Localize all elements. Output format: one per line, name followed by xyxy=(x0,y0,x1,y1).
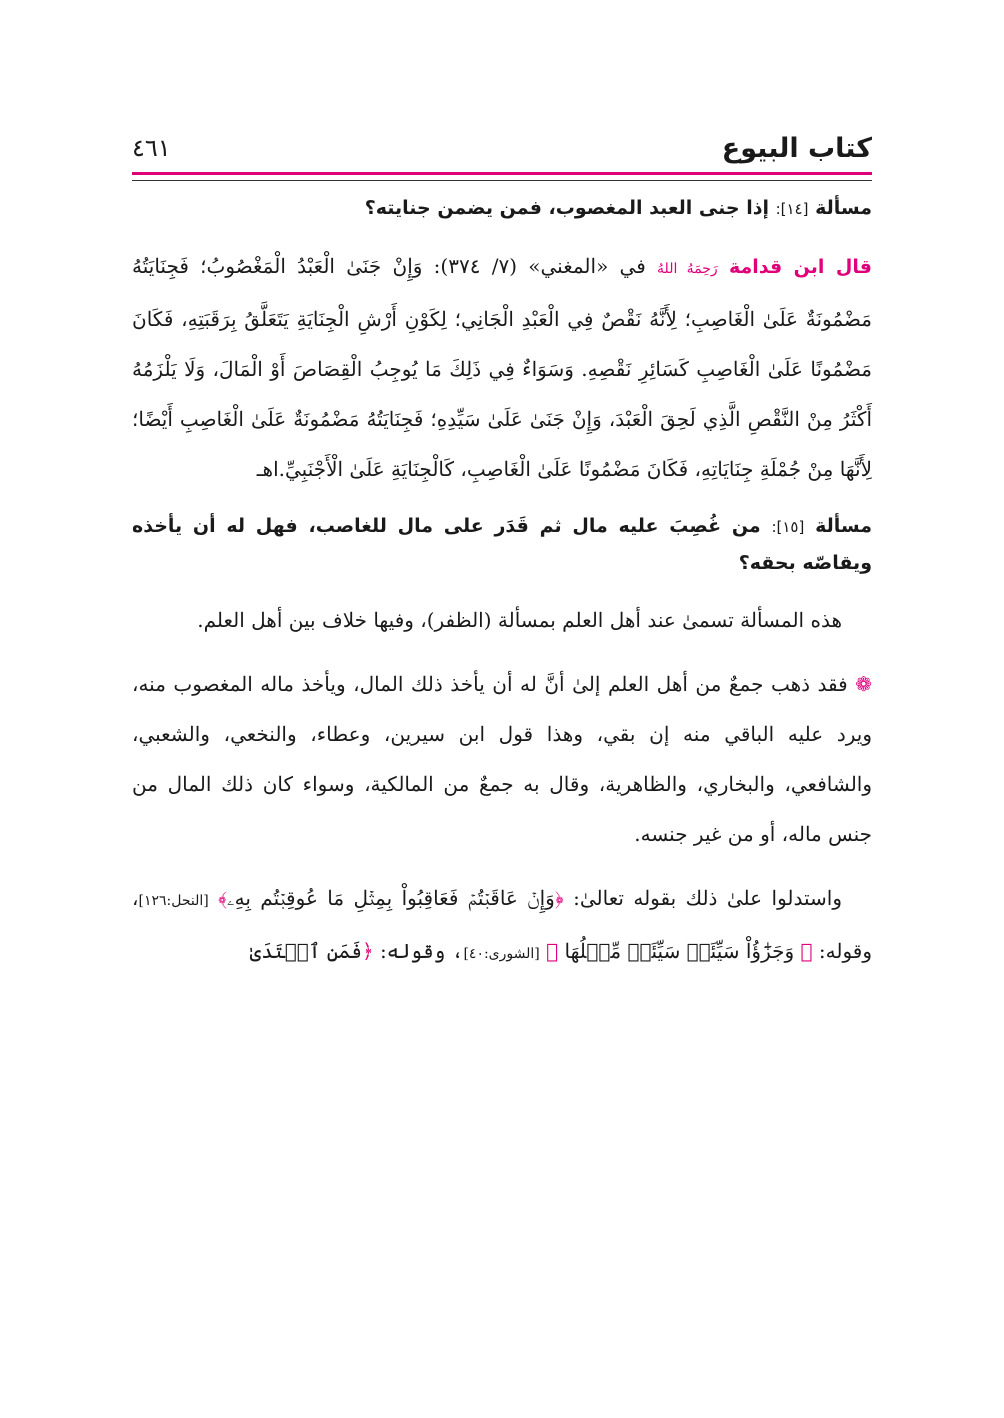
verse-close-bracket: ﴾ xyxy=(546,939,559,963)
verse-open-bracket: ﴿ xyxy=(361,939,374,963)
question-label: مسألة xyxy=(815,197,872,219)
honorific: رَحِمَهُ اللهُ xyxy=(657,261,718,277)
header-rule xyxy=(132,180,872,181)
verse-open-bracket: ﴿ xyxy=(800,939,813,963)
verse-1-reference: [النحل:١٢٦] xyxy=(138,893,209,909)
evidence-paragraph xyxy=(132,873,872,979)
question-14-heading xyxy=(132,190,872,227)
intro-paragraph: هذه المسألة تسمىٰ عند أهل العلم بمسألة (الظفر)، وفيها خلاف بين أهل العلم. xyxy=(197,608,842,632)
question-label: مسألة xyxy=(815,515,872,537)
page-header xyxy=(132,128,872,168)
page-number: ٤٦١ xyxy=(132,134,171,162)
verse-2-reference: [الشورى:٤٠] xyxy=(463,946,540,962)
verse-3: فَمَنِ ٱعۡتَدَىٰ xyxy=(249,939,362,963)
question-title: من غُصِبَ عليه مال ثم قَدَر على مال للغاصب، فهل له أن يأخذه ويقاصّه بحقه؟ xyxy=(132,515,872,574)
quote-text: وَإِنْ جَنَىٰ الْعَبْدُ الْمَغْصُوبُ؛ فَجِنَايَتُهُ مَضْمُونَةٌ عَلَىٰ الْغَاصِبِ؛ لِأَنَّهُ نَقْصٌ فِي الْعَبْدِ الْجَانِي؛ لِكَوْنِ أَرْشِ الْجِنَايَةِ يَتَعَلَّقُ بِرَقَبَتِهِ، فَكَانَ مَضْمُونًا عَلَىٰ الْغَاصِبِ كَسَائِرِ نَقْصِهِ. وَسَوَاءٌ فِي ذَلِكَ مَا يُوجِبُ الْقِصَاصَ أَوْ الْمَالَ، وَلَا يَلْزَمُهُ أَكْثَرُ مِنْ النَّقْصِ الَّذِي لَحِقَ الْعَبْدَ، وَإِنْ جَنَىٰ عَلَىٰ سَيِّدِهِ؛ فَجِنَايَتُهُ مَضْمُونَةٌ عَلَىٰ الْغَاصِبِ أَيْضًا؛ لِأَنَّهَا مِنْ جُمْلَةِ جِنَايَاتِهِ، فَكَانَ مَضْمُونًا عَلَىٰ الْغَاصِبِ، كَالْجِنَايَةِ عَلَىٰ الْأَجْنَبِيِّ.اهـ xyxy=(132,254,872,481)
page-body xyxy=(132,190,872,979)
evidence-intro: واستدلوا علىٰ ذلك بقوله تعالىٰ: xyxy=(563,886,842,910)
quote-paragraph xyxy=(132,241,872,494)
question-number: [١٤]: xyxy=(775,200,809,218)
flower-bullet-icon: ❁ xyxy=(855,672,872,696)
opinion-text: فقد ذهب جمعٌ من أهل العلم إلىٰ أنَّ له أن يأخذ ذلك المال، ويأخذ ماله المغصوب منه، ويرد عليه الباقي منه إن بقي، وهذا قول ابن سيرين، وعطاء، والنخعي، والشعبي، والشافعي، والبخاري، والظاهرية، وقال به جمعٌ من المالكية، وسواء كان ذلك المال من جنس ماله، أو من غير جنسه. xyxy=(132,672,872,846)
quote-author: قال ابن قدامة xyxy=(728,256,872,278)
verse-1: وَإِنۡ عَاقَبۡتُمۡ فَعَاقِبُواْ بِمِثۡلِ مَا عُوقِبۡتُم بِهِۦ xyxy=(227,886,555,910)
and-his-saying: ، وقوله: xyxy=(373,939,464,963)
question-title: إذا جنى العبد المغصوب، فمن يضمن جنايته؟ xyxy=(364,197,769,219)
and-his-saying: ، وقوله: xyxy=(132,886,872,963)
book-title: كتاب البيوع xyxy=(721,132,872,164)
verse-2: وَجَزَٰٓؤُاْ سَيِّئَةٖ سَيِّئَةٞ مِّثۡلُهَا xyxy=(564,939,795,963)
opinion-paragraph xyxy=(132,659,872,859)
quote-source: في «المغني» (٧/ ٣٧٤): xyxy=(422,254,646,278)
verse-close-bracket: ﴾ xyxy=(218,886,227,910)
verse-open-bracket: ﴿ xyxy=(554,886,564,910)
header-rule-accent xyxy=(132,172,872,175)
question-number: [١٥]: xyxy=(771,518,805,536)
question-15-heading xyxy=(132,508,872,581)
